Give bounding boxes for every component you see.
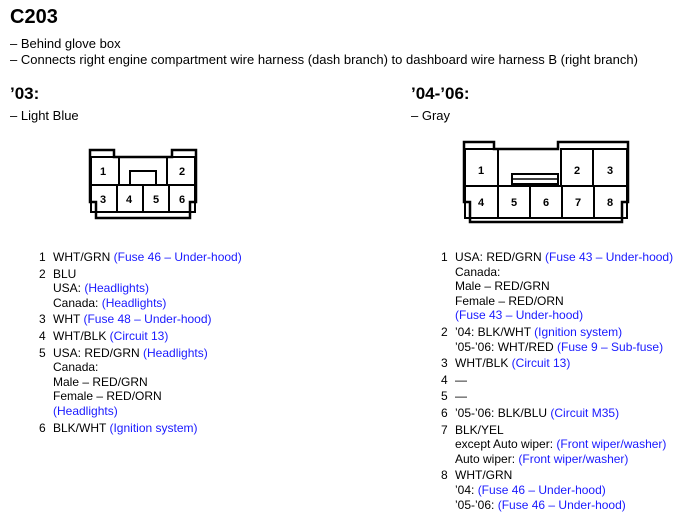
- pin-line: [455, 406, 673, 421]
- circuit-reference: (Circuit 13): [511, 356, 571, 371]
- pin-number: 5: [441, 389, 448, 404]
- circuit-reference: (Headlights): [84, 281, 150, 296]
- wire-info: Canada:: [53, 295, 102, 310]
- circuit-reference: (Headlights): [53, 403, 118, 418]
- pin-line: [455, 265, 673, 280]
- pin-number: 3: [441, 356, 448, 371]
- pin-line: [53, 389, 242, 404]
- pin-number: 4: [441, 372, 448, 387]
- wire-info: BLK/YEL: [455, 422, 504, 437]
- pin-line: [455, 250, 673, 265]
- wire-info: WHT: [53, 312, 84, 327]
- connector-label: 4: [125, 194, 133, 206]
- pin-line: [455, 325, 673, 340]
- pin-number: 1: [39, 250, 46, 264]
- connector-label: 5: [152, 194, 160, 206]
- connector-diagram-right: [462, 140, 632, 226]
- pin-line: [53, 329, 242, 344]
- pin-line: [455, 423, 673, 438]
- pin-item: [441, 356, 673, 371]
- pin-line: [53, 375, 242, 390]
- connector-label: 1: [477, 165, 485, 177]
- pin-item: [441, 250, 673, 323]
- wire-info: Female – RED/ORN: [455, 293, 564, 308]
- pin-number: 7: [441, 422, 448, 437]
- circuit-reference: (Front wiper/washer): [556, 437, 667, 452]
- circuit-reference: (Fuse 46 – Under-hood): [497, 497, 626, 512]
- pin-line: [455, 356, 673, 371]
- wire-info: USA: RED/GRN: [455, 250, 546, 264]
- pin-line: [455, 373, 673, 388]
- wire-info: ’04:: [455, 482, 478, 497]
- wire-info: WHT/BLK: [455, 356, 512, 371]
- circuit-reference: (Fuse 9 – Sub-fuse): [557, 339, 664, 354]
- pin-line: [455, 340, 673, 355]
- connector-label: 7: [574, 197, 582, 209]
- pin-item: [441, 373, 673, 388]
- pin-item: [441, 468, 673, 512]
- connector-label: 3: [99, 194, 107, 206]
- connector-title: C203: [10, 6, 58, 28]
- wire-info: —: [455, 372, 467, 387]
- pin-line: [455, 498, 673, 513]
- pin-item: [39, 267, 242, 311]
- pin-item: [39, 329, 242, 344]
- circuit-reference: (Fuse 43 – Under-hood): [455, 308, 584, 323]
- wire-info: ’05-’06: WHT/RED: [455, 339, 558, 354]
- wire-info: Canada:: [455, 264, 501, 279]
- wire-info: Male – RED/GRN: [53, 374, 148, 389]
- pin-number: 4: [39, 328, 46, 343]
- pin-item: [39, 346, 242, 419]
- wire-info: WHT/BLK: [53, 328, 110, 343]
- pin-item: [39, 312, 242, 327]
- wire-info: WHT/GRN: [53, 250, 114, 264]
- year-heading-left: ’03:: [10, 84, 40, 103]
- pin-line: [455, 437, 673, 452]
- wire-info: Auto wiper:: [455, 451, 519, 466]
- wire-info: —: [455, 389, 467, 404]
- wire-info: ’05-’06: BLK/BLU: [455, 405, 551, 420]
- pin-line: [53, 250, 242, 265]
- wire-info: USA: RED/GRN: [53, 345, 144, 360]
- pin-number: 2: [441, 324, 448, 339]
- pin-line: [455, 389, 673, 404]
- pin-item: [441, 406, 673, 421]
- pin-number: 6: [39, 420, 46, 435]
- pin-number: 8: [441, 468, 448, 483]
- pin-item: [441, 423, 673, 467]
- circuit-reference: (Fuse 46 – Under-hood): [477, 482, 606, 497]
- pin-line: [53, 267, 242, 282]
- pin-number: 5: [39, 345, 46, 360]
- pin-item: [39, 250, 242, 265]
- location-description: – Behind glove box: [10, 36, 121, 51]
- pin-line: [53, 296, 242, 311]
- pin-item: [39, 421, 242, 436]
- wire-info: BLU: [53, 266, 77, 281]
- pin-number: 2: [39, 266, 46, 281]
- wire-info: except Auto wiper:: [455, 437, 557, 452]
- pin-number: 1: [441, 250, 448, 264]
- pin-line: [53, 421, 242, 436]
- pin-line: [53, 360, 242, 375]
- circuit-reference: (Ignition system): [534, 324, 623, 339]
- connection-description: – Connects right engine compartment wire harness (dash branch) to dashboard wire harness B (right branch): [10, 52, 638, 67]
- wire-info: ’05-’06:: [455, 497, 498, 512]
- circuit-reference: (Circuit 13): [109, 328, 169, 343]
- pin-line: [455, 452, 673, 467]
- circuit-reference: (Fuse 43 – Under-hood): [545, 250, 674, 264]
- connector-color-left: – Light Blue: [10, 108, 79, 123]
- wire-info: USA:: [53, 281, 85, 296]
- connector-label: 4: [477, 197, 485, 209]
- wire-info: BLK/WHT: [53, 420, 110, 435]
- connector-label: 3: [606, 165, 614, 177]
- pin-item: [441, 389, 673, 404]
- circuit-reference: (Front wiper/washer): [518, 451, 629, 466]
- wire-info: Female – RED/ORN: [53, 389, 162, 404]
- circuit-reference: (Fuse 48 – Under-hood): [83, 312, 212, 327]
- connector-label: 6: [178, 194, 186, 206]
- wire-info: ’04: BLK/WHT: [455, 324, 535, 339]
- connector-label: 2: [573, 165, 581, 177]
- circuit-reference: (Headlights): [101, 295, 167, 310]
- connector-color-right: – Gray: [411, 108, 451, 123]
- pin-line: [53, 404, 242, 419]
- circuit-reference: (Headlights): [143, 345, 208, 360]
- connector-label: 5: [510, 197, 518, 209]
- connector-label: 2: [178, 166, 186, 178]
- circuit-reference: (Fuse 46 – Under-hood): [113, 250, 242, 264]
- pin-line: [53, 312, 242, 327]
- pin-line: [455, 308, 673, 323]
- circuit-reference: (Circuit M35): [550, 405, 620, 420]
- pin-line: [455, 294, 673, 309]
- wire-info: Male – RED/GRN: [455, 279, 550, 294]
- pin-item: [441, 325, 673, 354]
- connector-label: 8: [606, 197, 614, 209]
- connector-label: 6: [542, 197, 550, 209]
- year-heading-right: ’04-’06:: [411, 84, 470, 103]
- pin-line: [455, 468, 673, 483]
- circuit-reference: (Ignition system): [109, 420, 198, 435]
- pin-number: 6: [441, 405, 448, 420]
- pin-line: [455, 279, 673, 294]
- pin-list-right: [441, 250, 673, 514]
- wire-info: Canada:: [53, 360, 99, 375]
- connector-label: 1: [99, 166, 107, 178]
- pin-line: [53, 346, 242, 361]
- pin-number: 3: [39, 312, 46, 327]
- pin-line: [53, 281, 242, 296]
- wire-info: WHT/GRN: [455, 468, 513, 483]
- pin-line: [455, 483, 673, 498]
- pin-list-left: [39, 250, 242, 437]
- connector-diagram-left: [88, 148, 200, 222]
